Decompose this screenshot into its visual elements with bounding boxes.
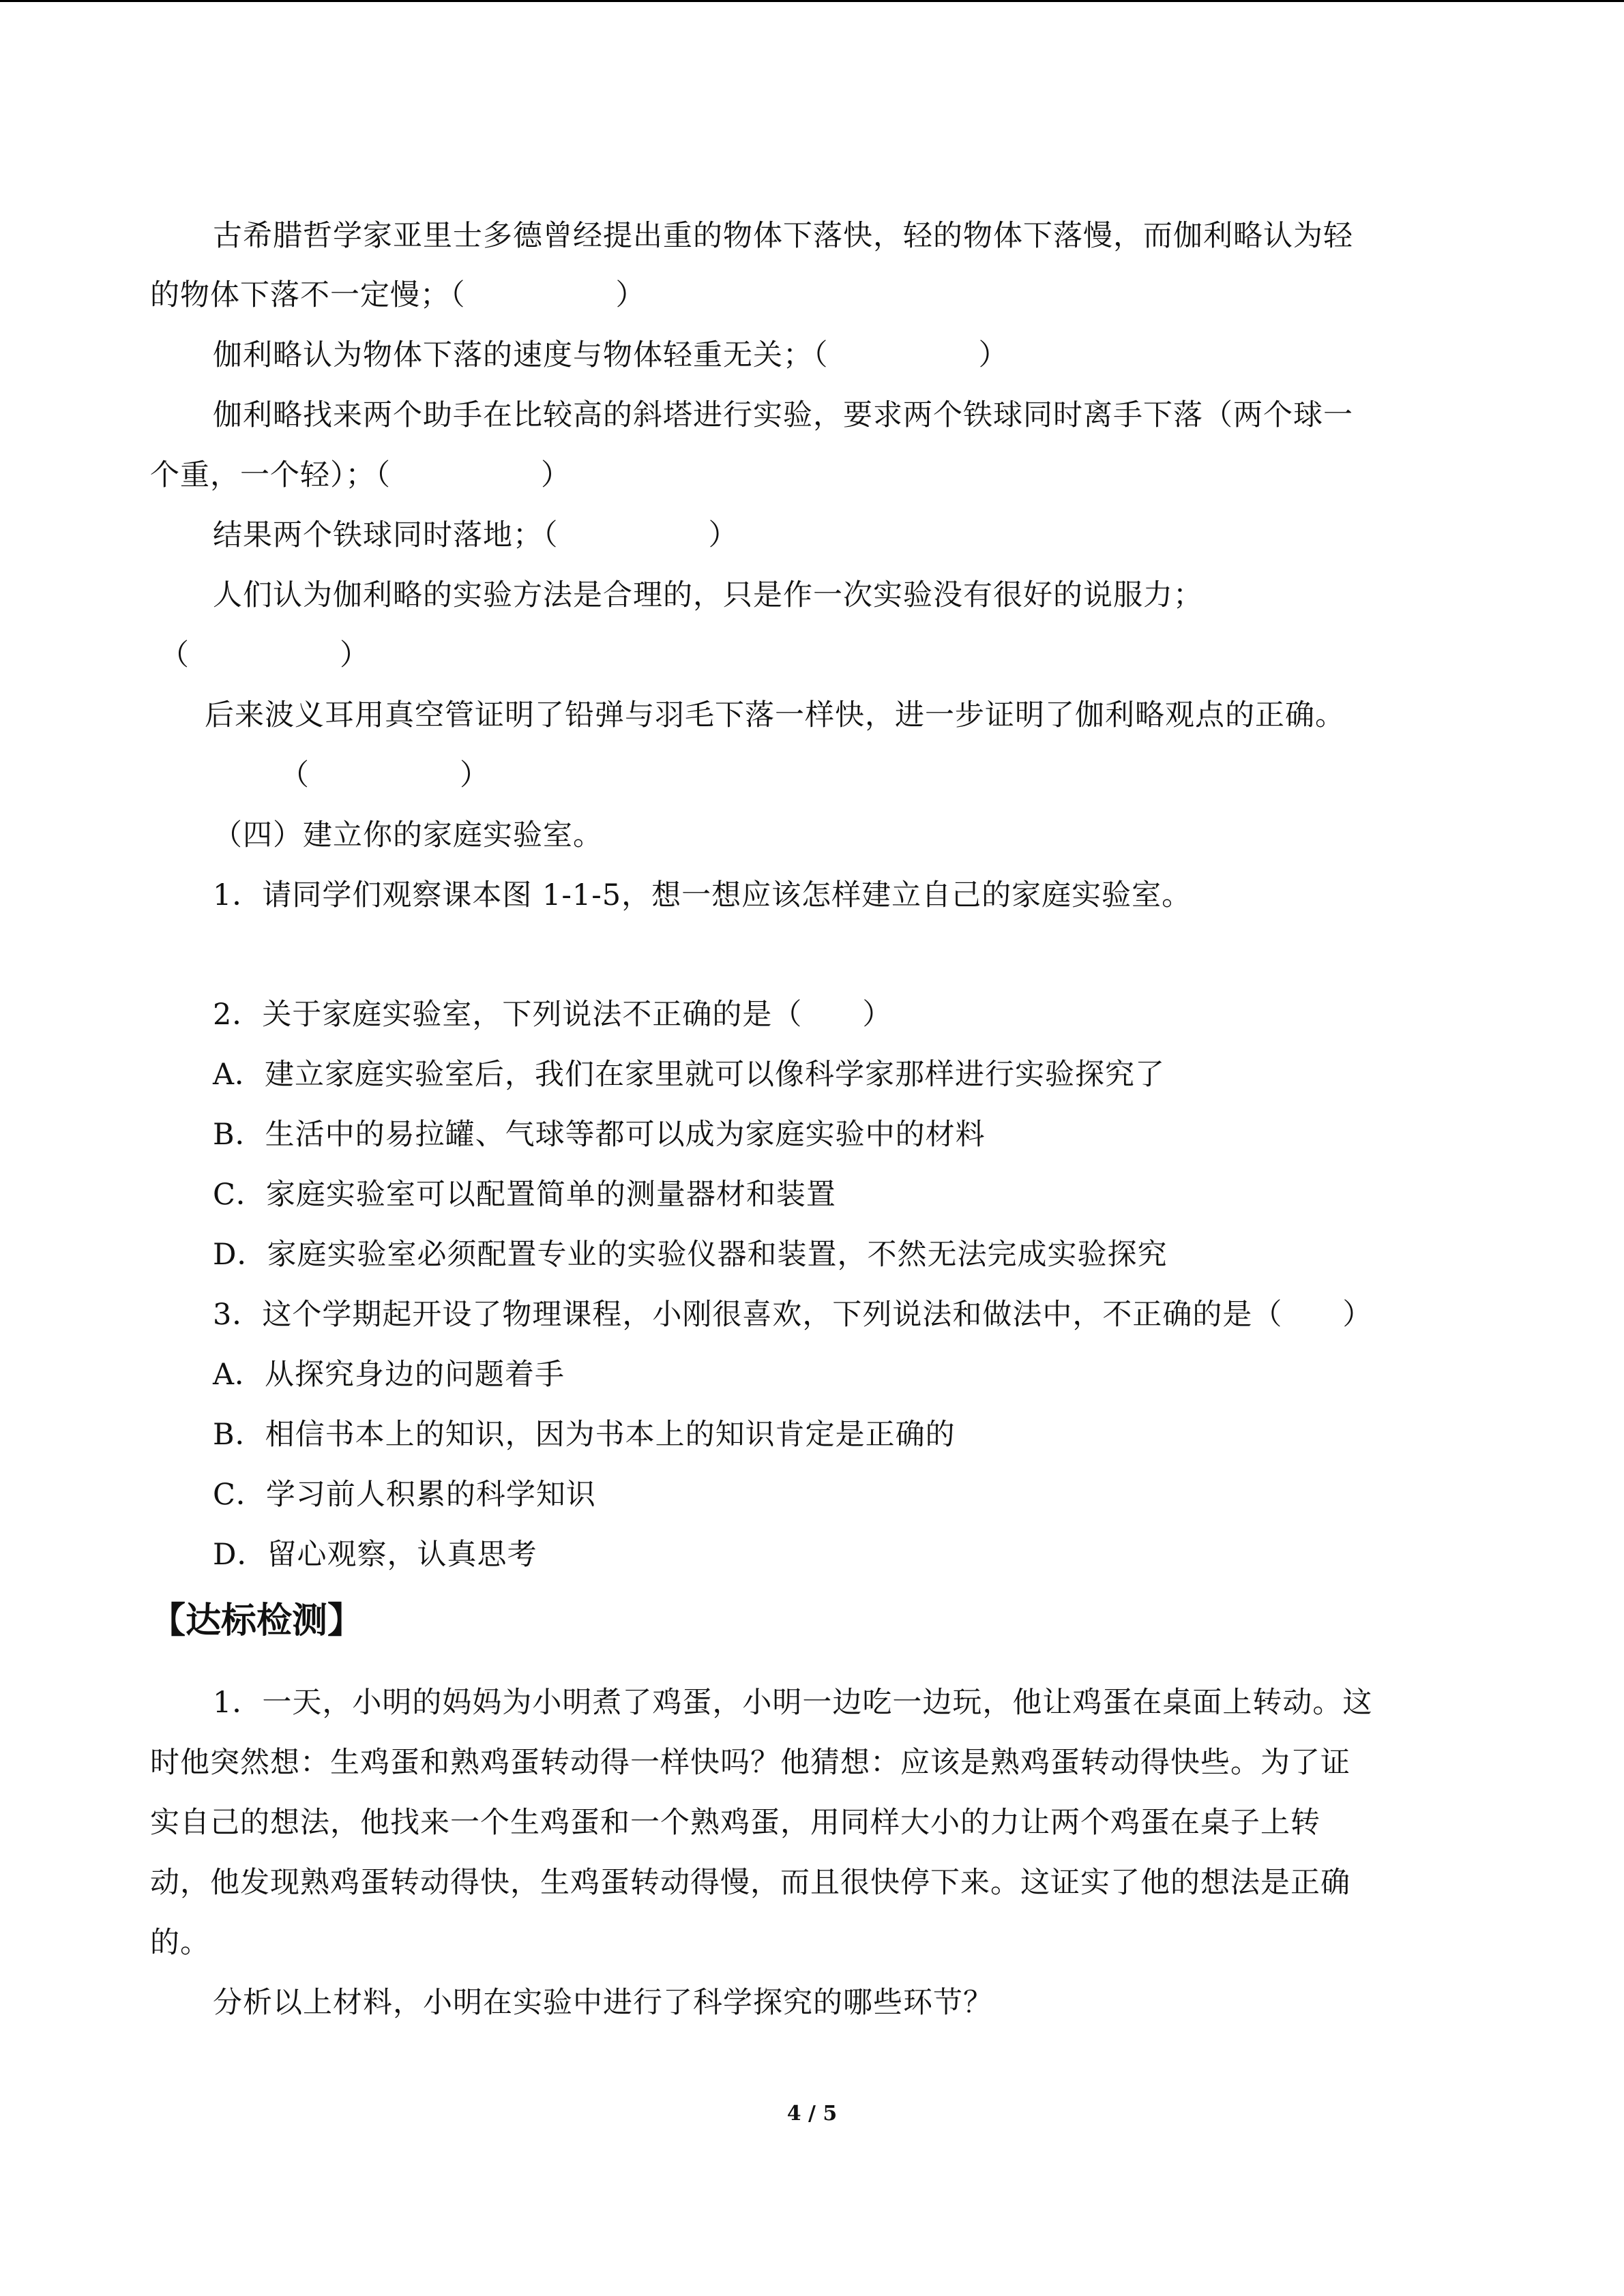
paragraph-line: 伽利略找来两个助手在比较高的斜塔进行实验，要求两个铁球同时离手下落（两个球一 (213, 398, 1353, 432)
paragraph-line: （ ） (280, 758, 490, 792)
paragraph-line: 1．一天，小明的妈妈为小明煮了鸡蛋，小明一边吃一边玩，他让鸡蛋在桌面上转动。这 (213, 1686, 1373, 1720)
section-heading: 【达标检测】 (150, 1600, 364, 1641)
question-line: 3．这个学期起开设了物理课程，小刚很喜欢，下列说法和做法中，不正确的是（ ） (213, 1298, 1373, 1332)
option-line: B．生活中的易拉罐、气球等都可以成为家庭实验中的材料 (213, 1118, 986, 1152)
paragraph-line: 实自己的想法，他找来一个生鸡蛋和一个熟鸡蛋，用同样大小的力让两个鸡蛋在桌子上转 (150, 1806, 1320, 1840)
paragraph-line: 分析以上材料，小明在实验中进行了科学探究的哪些环节？ (213, 1986, 993, 2020)
paragraph-line: 结果两个铁球同时落地；（ ） (213, 518, 739, 552)
paragraph-line: 动，他发现熟鸡蛋转动得快，生鸡蛋转动得慢，而且很快停下来。这证实了他的想法是正确 (150, 1866, 1350, 1900)
top-border (0, 0, 1624, 2)
paragraph-line: 人们认为伽利略的实验方法是合理的，只是作一次实验没有很好的说服力； (213, 578, 1203, 612)
paragraph-line: 的物体下落不一定慢；（ ） (150, 278, 646, 312)
option-line: A．从探究身边的问题着手 (213, 1358, 565, 1392)
paragraph-line: 时他突然想：生鸡蛋和熟鸡蛋转动得一样快吗？他猜想：应该是熟鸡蛋转动得快些。为了证 (150, 1746, 1350, 1780)
option-line: C．家庭实验室可以配置简单的测量器材和装置 (213, 1178, 836, 1212)
option-line: A．建立家庭实验室后，我们在家里就可以像科学家那样进行实验探究了 (213, 1058, 1166, 1092)
paragraph-line: 个重，一个轻）；（ ） (150, 458, 571, 492)
option-line: D．留心观察，认真思考 (213, 1538, 537, 1572)
paragraph-line: 的。 (150, 1926, 210, 1960)
section-title: （四）建立你的家庭实验室。 (213, 818, 603, 852)
paragraph-line: 古希腊哲学家亚里士多德曾经提出重的物体下落快，轻的物体下落慢，而伽利略认为轻 (213, 219, 1353, 253)
paragraph-line: 伽利略认为物体下落的速度与物体轻重无关；（ ） (213, 338, 1009, 372)
option-line: D．家庭实验室必须配置专业的实验仪器和装置，不然无法完成实验探究 (213, 1238, 1168, 1272)
question-line: 2．关于家庭实验室，下列说法不正确的是（ ） (213, 998, 893, 1032)
option-line: C．学习前人积累的科学知识 (213, 1478, 596, 1512)
option-line: B．相信书本上的知识，因为书本上的知识肯定是正确的 (213, 1418, 956, 1452)
paragraph-line: （ ） (160, 638, 370, 672)
page-number: 4 / 5 (786, 2102, 838, 2126)
question-line: 1．请同学们观察课本图 1-1-5，想一想应该怎样建立自己的家庭实验室。 (213, 878, 1192, 912)
paragraph-line: 后来波义耳用真空管证明了铅弹与羽毛下落一样快，进一步证明了伽利略观点的正确。 (205, 698, 1345, 732)
